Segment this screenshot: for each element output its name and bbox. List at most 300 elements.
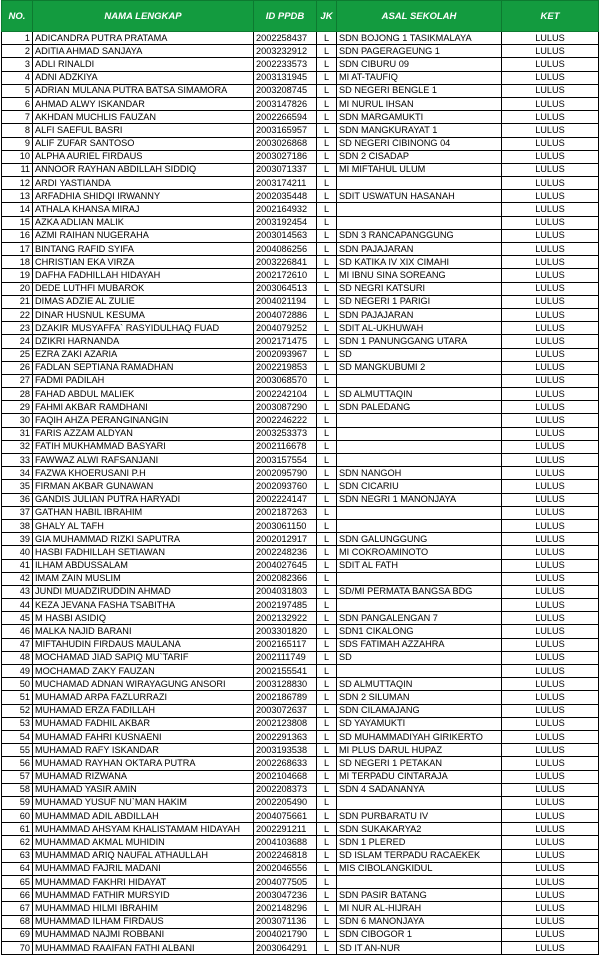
cell-id-ppdb: 2002132922 xyxy=(254,612,317,625)
cell-asal-sekolah: SDN 4 SADANANYA xyxy=(337,783,502,796)
cell-no: 30 xyxy=(2,414,33,427)
cell-no: 42 xyxy=(2,572,33,585)
cell-no: 11 xyxy=(2,163,33,176)
cell-asal-sekolah: SD NEGERI CIBINONG 04 xyxy=(337,137,502,150)
cell-no: 54 xyxy=(2,730,33,743)
cell-no: 24 xyxy=(2,335,33,348)
cell-nama-lengkap: FARIS AZZAM ALDYAN xyxy=(33,427,254,440)
table-row xyxy=(2,374,599,387)
cell-no: 66 xyxy=(2,889,33,902)
cell-jk: L xyxy=(317,928,337,941)
cell-ket: LULUS xyxy=(502,730,599,743)
table-row xyxy=(2,638,599,651)
cell-no: 52 xyxy=(2,704,33,717)
cell-jk: L xyxy=(317,163,337,176)
cell-asal-sekolah: MI TERPADU CINTARAJA xyxy=(337,770,502,783)
cell-ket: LULUS xyxy=(502,58,599,71)
cell-asal-sekolah xyxy=(337,414,502,427)
cell-id-ppdb: 2002123808 xyxy=(254,717,317,730)
cell-asal-sekolah: SD NEGERI 1 PARIGI xyxy=(337,295,502,308)
cell-nama-lengkap: MUHAMMAD FATHIR MURSYID xyxy=(33,889,254,902)
cell-no: 6 xyxy=(2,97,33,110)
cell-id-ppdb: 2002165117 xyxy=(254,638,317,651)
cell-nama-lengkap: EZRA ZAKI AZARIA xyxy=(33,348,254,361)
cell-nama-lengkap: MUHAMMAD ARIQ NAUFAL ATHAULLAH xyxy=(33,849,254,862)
cell-no: 25 xyxy=(2,348,33,361)
cell-no: 55 xyxy=(2,744,33,757)
cell-jk: L xyxy=(317,137,337,150)
cell-jk: L xyxy=(317,348,337,361)
table-row xyxy=(2,111,599,124)
cell-ket: LULUS xyxy=(502,440,599,453)
cell-asal-sekolah: SDN 3 RANCAPANGGUNG xyxy=(337,229,502,242)
cell-nama-lengkap: KEZA JEVANA FASHA TSABITHA xyxy=(33,599,254,612)
cell-no: 2 xyxy=(2,45,33,58)
cell-id-ppdb: 2003174211 xyxy=(254,177,317,190)
cell-ket: LULUS xyxy=(502,216,599,229)
cell-no: 28 xyxy=(2,388,33,401)
cell-nama-lengkap: JUNDI MUADZIRUDDIN AHMAD xyxy=(33,585,254,598)
cell-ket: LULUS xyxy=(502,229,599,242)
header-asal-sekolah: ASAL SEKOLAH xyxy=(337,1,502,32)
cell-id-ppdb: 2004077505 xyxy=(254,876,317,889)
cell-asal-sekolah: SD xyxy=(337,651,502,664)
cell-id-ppdb: 2003071136 xyxy=(254,915,317,928)
cell-id-ppdb: 2003192454 xyxy=(254,216,317,229)
cell-ket: LULUS xyxy=(502,928,599,941)
header-ket: KET xyxy=(502,1,599,32)
cell-no: 38 xyxy=(2,519,33,532)
cell-jk: L xyxy=(317,612,337,625)
cell-nama-lengkap: DZAKIR MUSYAFFA` RASYIDULHAQ FUAD xyxy=(33,322,254,335)
header-nama-lengkap: NAMA LENGKAP xyxy=(33,1,254,32)
table-row xyxy=(2,889,599,902)
cell-asal-sekolah xyxy=(337,177,502,190)
cell-nama-lengkap: FATIH MUKHAMMAD BASYARI xyxy=(33,440,254,453)
cell-ket: LULUS xyxy=(502,414,599,427)
cell-ket: LULUS xyxy=(502,902,599,915)
table-row xyxy=(2,823,599,836)
cell-nama-lengkap: ARFADHIA SHIDQI IRWANNY xyxy=(33,190,254,203)
cell-jk: L xyxy=(317,308,337,321)
cell-no: 29 xyxy=(2,401,33,414)
cell-jk: L xyxy=(317,572,337,585)
cell-nama-lengkap: MUHAMMAD FAJRIL MADANI xyxy=(33,862,254,875)
cell-jk: L xyxy=(317,599,337,612)
cell-ket: LULUS xyxy=(502,124,599,137)
cell-asal-sekolah: SDN PANGALENGAN 7 xyxy=(337,612,502,625)
table-row xyxy=(2,440,599,453)
cell-nama-lengkap: AZMI RAIHAN NUGERAHA xyxy=(33,229,254,242)
cell-no: 3 xyxy=(2,58,33,71)
cell-asal-sekolah xyxy=(337,876,502,889)
cell-jk: L xyxy=(317,322,337,335)
cell-ket: LULUS xyxy=(502,704,599,717)
cell-id-ppdb: 2002171475 xyxy=(254,335,317,348)
cell-jk: L xyxy=(317,836,337,849)
cell-id-ppdb: 2004086256 xyxy=(254,243,317,256)
cell-ket: LULUS xyxy=(502,546,599,559)
cell-asal-sekolah: SD/MI PERMATA BANGSA BDG xyxy=(337,585,502,598)
cell-ket: LULUS xyxy=(502,243,599,256)
cell-nama-lengkap: ALFI SAEFUL BASRI xyxy=(33,124,254,137)
cell-nama-lengkap: MUHAMMAD ILHAM FIRDAUS xyxy=(33,915,254,928)
cell-no: 7 xyxy=(2,111,33,124)
cell-no: 41 xyxy=(2,559,33,572)
cell-jk: L xyxy=(317,111,337,124)
table-row xyxy=(2,757,599,770)
cell-asal-sekolah: SD YAYAMUKTI xyxy=(337,717,502,730)
cell-id-ppdb: 2002104668 xyxy=(254,770,317,783)
cell-jk: L xyxy=(317,757,337,770)
cell-asal-sekolah: SDN 6 MANONJAYA xyxy=(337,915,502,928)
cell-id-ppdb: 2003131945 xyxy=(254,71,317,84)
cell-ket: LULUS xyxy=(502,295,599,308)
cell-no: 58 xyxy=(2,783,33,796)
cell-id-ppdb: 2002246818 xyxy=(254,849,317,862)
cell-jk: L xyxy=(317,941,337,954)
table-row xyxy=(2,519,599,532)
table-row xyxy=(2,335,599,348)
table-body xyxy=(2,32,599,955)
table-row xyxy=(2,862,599,875)
cell-no: 47 xyxy=(2,638,33,651)
table-row xyxy=(2,625,599,638)
cell-id-ppdb: 2003064513 xyxy=(254,282,317,295)
cell-jk: L xyxy=(317,493,337,506)
cell-asal-sekolah: SD ISLAM TERPADU RACAEKEK xyxy=(337,849,502,862)
table-row xyxy=(2,97,599,110)
cell-no: 22 xyxy=(2,308,33,321)
cell-nama-lengkap: HASBI FADHILLAH SETIAWAN xyxy=(33,546,254,559)
table-row xyxy=(2,585,599,598)
cell-ket: LULUS xyxy=(502,150,599,163)
cell-jk: L xyxy=(317,665,337,678)
cell-asal-sekolah: SD ALMUTTAQIN xyxy=(337,678,502,691)
cell-ket: LULUS xyxy=(502,836,599,849)
table-row xyxy=(2,783,599,796)
cell-no: 8 xyxy=(2,124,33,137)
table-row xyxy=(2,744,599,757)
cell-no: 56 xyxy=(2,757,33,770)
cell-no: 33 xyxy=(2,454,33,467)
cell-no: 59 xyxy=(2,796,33,809)
cell-id-ppdb: 2002111749 xyxy=(254,651,317,664)
cell-jk: L xyxy=(317,71,337,84)
cell-ket: LULUS xyxy=(502,506,599,519)
table-row xyxy=(2,665,599,678)
cell-ket: LULUS xyxy=(502,348,599,361)
cell-id-ppdb: 2002291363 xyxy=(254,730,317,743)
table-row xyxy=(2,71,599,84)
cell-jk: L xyxy=(317,177,337,190)
cell-id-ppdb: 2004021790 xyxy=(254,928,317,941)
cell-id-ppdb: 2004079252 xyxy=(254,322,317,335)
cell-jk: L xyxy=(317,730,337,743)
cell-asal-sekolah xyxy=(337,519,502,532)
cell-no: 61 xyxy=(2,823,33,836)
cell-ket: LULUS xyxy=(502,941,599,954)
cell-ket: LULUS xyxy=(502,717,599,730)
table-row xyxy=(2,45,599,58)
cell-ket: LULUS xyxy=(502,862,599,875)
cell-id-ppdb: 2002187263 xyxy=(254,506,317,519)
cell-nama-lengkap: ALIF ZUFAR SANTOSO xyxy=(33,137,254,150)
cell-asal-sekolah xyxy=(337,203,502,216)
table-row xyxy=(2,810,599,823)
cell-jk: L xyxy=(317,97,337,110)
cell-ket: LULUS xyxy=(502,810,599,823)
table-row xyxy=(2,915,599,928)
cell-jk: L xyxy=(317,638,337,651)
table-row xyxy=(2,388,599,401)
table-row xyxy=(2,216,599,229)
cell-asal-sekolah: MIS CIBOLANGKIDUL xyxy=(337,862,502,875)
cell-nama-lengkap: FAWWAZ ALWI RAFSANJANI xyxy=(33,454,254,467)
cell-nama-lengkap: FAHAD ABDUL MALIEK xyxy=(33,388,254,401)
cell-asal-sekolah: SDN 1 PLERED xyxy=(337,836,502,849)
table-row xyxy=(2,770,599,783)
cell-no: 15 xyxy=(2,216,33,229)
cell-asal-sekolah: MI IBNU SINA SOREANG xyxy=(337,269,502,282)
table-row xyxy=(2,150,599,163)
cell-jk: L xyxy=(317,282,337,295)
cell-ket: LULUS xyxy=(502,678,599,691)
cell-asal-sekolah xyxy=(337,440,502,453)
cell-asal-sekolah xyxy=(337,427,502,440)
table-row xyxy=(2,941,599,954)
cell-jk: L xyxy=(317,454,337,467)
cell-id-ppdb: 2004072886 xyxy=(254,308,317,321)
cell-ket: LULUS xyxy=(502,32,599,45)
cell-no: 34 xyxy=(2,467,33,480)
cell-ket: LULUS xyxy=(502,823,599,836)
cell-ket: LULUS xyxy=(502,427,599,440)
cell-jk: L xyxy=(317,58,337,71)
cell-ket: LULUS xyxy=(502,111,599,124)
cell-asal-sekolah: SDN MARGAMUKTI xyxy=(337,111,502,124)
cell-nama-lengkap: MUHAMMAD ADIL ABDILLAH xyxy=(33,810,254,823)
cell-no: 51 xyxy=(2,691,33,704)
cell-ket: LULUS xyxy=(502,783,599,796)
cell-nama-lengkap: MUHAMMAD AHSYAM KHALISTAMAM HIDAYAH xyxy=(33,823,254,836)
cell-jk: L xyxy=(317,45,337,58)
cell-no: 31 xyxy=(2,427,33,440)
cell-jk: L xyxy=(317,335,337,348)
cell-id-ppdb: 2002164932 xyxy=(254,203,317,216)
cell-no: 13 xyxy=(2,190,33,203)
cell-nama-lengkap: ADITIA AHMAD SANJAYA xyxy=(33,45,254,58)
cell-id-ppdb: 2002095790 xyxy=(254,467,317,480)
cell-id-ppdb: 2002093967 xyxy=(254,348,317,361)
cell-jk: L xyxy=(317,361,337,374)
cell-asal-sekolah: SDN CICARIU xyxy=(337,480,502,493)
cell-jk: L xyxy=(317,427,337,440)
cell-id-ppdb: 2003165957 xyxy=(254,124,317,137)
cell-id-ppdb: 2003157554 xyxy=(254,454,317,467)
table-row xyxy=(2,32,599,45)
cell-ket: LULUS xyxy=(502,480,599,493)
cell-jk: L xyxy=(317,440,337,453)
cell-id-ppdb: 2003226841 xyxy=(254,256,317,269)
cell-nama-lengkap: ATHALA KHANSA MIRAJ xyxy=(33,203,254,216)
cell-nama-lengkap: BINTANG RAFID SYIFA xyxy=(33,243,254,256)
cell-ket: LULUS xyxy=(502,876,599,889)
cell-no: 26 xyxy=(2,361,33,374)
table-row xyxy=(2,599,599,612)
cell-asal-sekolah: SD NEGERI BENGLE 1 xyxy=(337,84,502,97)
cell-ket: LULUS xyxy=(502,638,599,651)
cell-asal-sekolah: SDN 2 SILUMAN xyxy=(337,691,502,704)
cell-nama-lengkap: FAQIH AHZA PERANGINANGIN xyxy=(33,414,254,427)
table-row xyxy=(2,506,599,519)
cell-no: 16 xyxy=(2,229,33,242)
cell-jk: L xyxy=(317,480,337,493)
students-table xyxy=(1,0,599,955)
cell-nama-lengkap: MUHAMAD FAHRI KUSNAENI xyxy=(33,730,254,743)
cell-no: 9 xyxy=(2,137,33,150)
table-row xyxy=(2,414,599,427)
cell-jk: L xyxy=(317,796,337,809)
header-id-ppdb: ID PPDB xyxy=(254,1,317,32)
cell-id-ppdb: 2003253373 xyxy=(254,427,317,440)
cell-jk: L xyxy=(317,269,337,282)
cell-asal-sekolah: SDN PASIR BATANG xyxy=(337,889,502,902)
cell-nama-lengkap: MUHAMAD ERZA FADILLAH xyxy=(33,704,254,717)
cell-ket: LULUS xyxy=(502,849,599,862)
cell-nama-lengkap: DEDE LUTHFI MUBAROK xyxy=(33,282,254,295)
cell-jk: L xyxy=(317,467,337,480)
cell-nama-lengkap: ALPHA AURIEL FIRDAUS xyxy=(33,150,254,163)
cell-ket: LULUS xyxy=(502,651,599,664)
table-row xyxy=(2,493,599,506)
cell-id-ppdb: 2002205490 xyxy=(254,796,317,809)
table-row xyxy=(2,229,599,242)
table-row xyxy=(2,704,599,717)
cell-jk: L xyxy=(317,32,337,45)
cell-id-ppdb: 2002258437 xyxy=(254,32,317,45)
cell-nama-lengkap: MUHAMMAD RAAIFAN FATHI ALBANI xyxy=(33,941,254,954)
cell-no: 1 xyxy=(2,32,33,45)
cell-id-ppdb: 2003208745 xyxy=(254,84,317,97)
cell-no: 37 xyxy=(2,506,33,519)
cell-nama-lengkap: CHRISTIAN EKA VIRZA xyxy=(33,256,254,269)
cell-nama-lengkap: DAFHA FADHILLAH HIDAYAH xyxy=(33,269,254,282)
cell-ket: LULUS xyxy=(502,493,599,506)
cell-id-ppdb: 2002116678 xyxy=(254,440,317,453)
cell-nama-lengkap: AHMAD ALWY ISKANDAR xyxy=(33,97,254,110)
cell-ket: LULUS xyxy=(502,203,599,216)
cell-asal-sekolah: MI AT-TAUFIQ xyxy=(337,71,502,84)
cell-jk: L xyxy=(317,124,337,137)
cell-ket: LULUS xyxy=(502,770,599,783)
cell-no: 12 xyxy=(2,177,33,190)
table-row xyxy=(2,836,599,849)
cell-no: 4 xyxy=(2,71,33,84)
cell-id-ppdb: 2002242104 xyxy=(254,388,317,401)
cell-nama-lengkap: GHALY AL TAFH xyxy=(33,519,254,532)
cell-ket: LULUS xyxy=(502,533,599,546)
table-row xyxy=(2,84,599,97)
cell-nama-lengkap: MUHAMAD RAYHAN OKTARA PUTRA xyxy=(33,757,254,770)
cell-ket: LULUS xyxy=(502,97,599,110)
table-row xyxy=(2,533,599,546)
cell-asal-sekolah: SDN CILAMAJANG xyxy=(337,704,502,717)
cell-nama-lengkap: MUHAMMAD AKMAL MUHIDIN xyxy=(33,836,254,849)
cell-jk: L xyxy=(317,915,337,928)
table-row xyxy=(2,282,599,295)
cell-id-ppdb: 2002268633 xyxy=(254,757,317,770)
cell-asal-sekolah xyxy=(337,454,502,467)
cell-nama-lengkap: ILHAM ABDUSSALAM xyxy=(33,559,254,572)
table-row xyxy=(2,322,599,335)
cell-ket: LULUS xyxy=(502,665,599,678)
table-row xyxy=(2,651,599,664)
cell-ket: LULUS xyxy=(502,45,599,58)
cell-asal-sekolah: MI MIFTAHUL ULUM xyxy=(337,163,502,176)
table-row xyxy=(2,308,599,321)
cell-no: 46 xyxy=(2,625,33,638)
cell-nama-lengkap: MOCHAMAD JIAD SAPIQ MU`TARIF xyxy=(33,651,254,664)
cell-id-ppdb: 2003147826 xyxy=(254,97,317,110)
cell-jk: L xyxy=(317,704,337,717)
cell-jk: L xyxy=(317,295,337,308)
cell-nama-lengkap: MUHAMMAD HILMI IBRAHIM xyxy=(33,902,254,915)
cell-nama-lengkap: GANDIS JULIAN PUTRA HARYADI xyxy=(33,493,254,506)
table-row xyxy=(2,467,599,480)
table-row xyxy=(2,678,599,691)
cell-jk: L xyxy=(317,823,337,836)
cell-asal-sekolah: SDN PAJAJARAN xyxy=(337,243,502,256)
cell-ket: LULUS xyxy=(502,467,599,480)
cell-nama-lengkap: MIFTAHUDIN FIRDAUS MAULANA xyxy=(33,638,254,651)
cell-nama-lengkap: MUHAMMAD NAJMI ROBBANI xyxy=(33,928,254,941)
cell-asal-sekolah: SDN CIBURU 09 xyxy=(337,58,502,71)
cell-asal-sekolah: SDN CIBOGOR 1 xyxy=(337,928,502,941)
cell-no: 70 xyxy=(2,941,33,954)
table-row xyxy=(2,177,599,190)
cell-asal-sekolah xyxy=(337,374,502,387)
cell-ket: LULUS xyxy=(502,282,599,295)
cell-ket: LULUS xyxy=(502,256,599,269)
cell-nama-lengkap: FAHMI AKBAR RAMDHANI xyxy=(33,401,254,414)
cell-id-ppdb: 2003068570 xyxy=(254,374,317,387)
header-jk: JK xyxy=(317,1,337,32)
cell-ket: LULUS xyxy=(502,361,599,374)
cell-no: 53 xyxy=(2,717,33,730)
cell-id-ppdb: 2002046556 xyxy=(254,862,317,875)
cell-ket: LULUS xyxy=(502,177,599,190)
cell-nama-lengkap: MOCHAMAD ZAKY FAUZAN xyxy=(33,665,254,678)
cell-nama-lengkap: AKHDAN MUCHLIS FAUZAN xyxy=(33,111,254,124)
cell-jk: L xyxy=(317,691,337,704)
cell-no: 17 xyxy=(2,243,33,256)
table-row xyxy=(2,190,599,203)
cell-nama-lengkap: FADMI PADILAH xyxy=(33,374,254,387)
cell-jk: L xyxy=(317,678,337,691)
table-row xyxy=(2,401,599,414)
cell-asal-sekolah: SD ALMUTTAQIN xyxy=(337,388,502,401)
cell-id-ppdb: 2002248236 xyxy=(254,546,317,559)
cell-jk: L xyxy=(317,216,337,229)
table-row xyxy=(2,256,599,269)
cell-asal-sekolah: SDN NEGRI 1 MANONJAYA xyxy=(337,493,502,506)
table-row xyxy=(2,546,599,559)
cell-nama-lengkap: ARDI YASTIANDA xyxy=(33,177,254,190)
cell-no: 65 xyxy=(2,876,33,889)
cell-jk: L xyxy=(317,388,337,401)
header-no: NO. xyxy=(2,1,33,32)
